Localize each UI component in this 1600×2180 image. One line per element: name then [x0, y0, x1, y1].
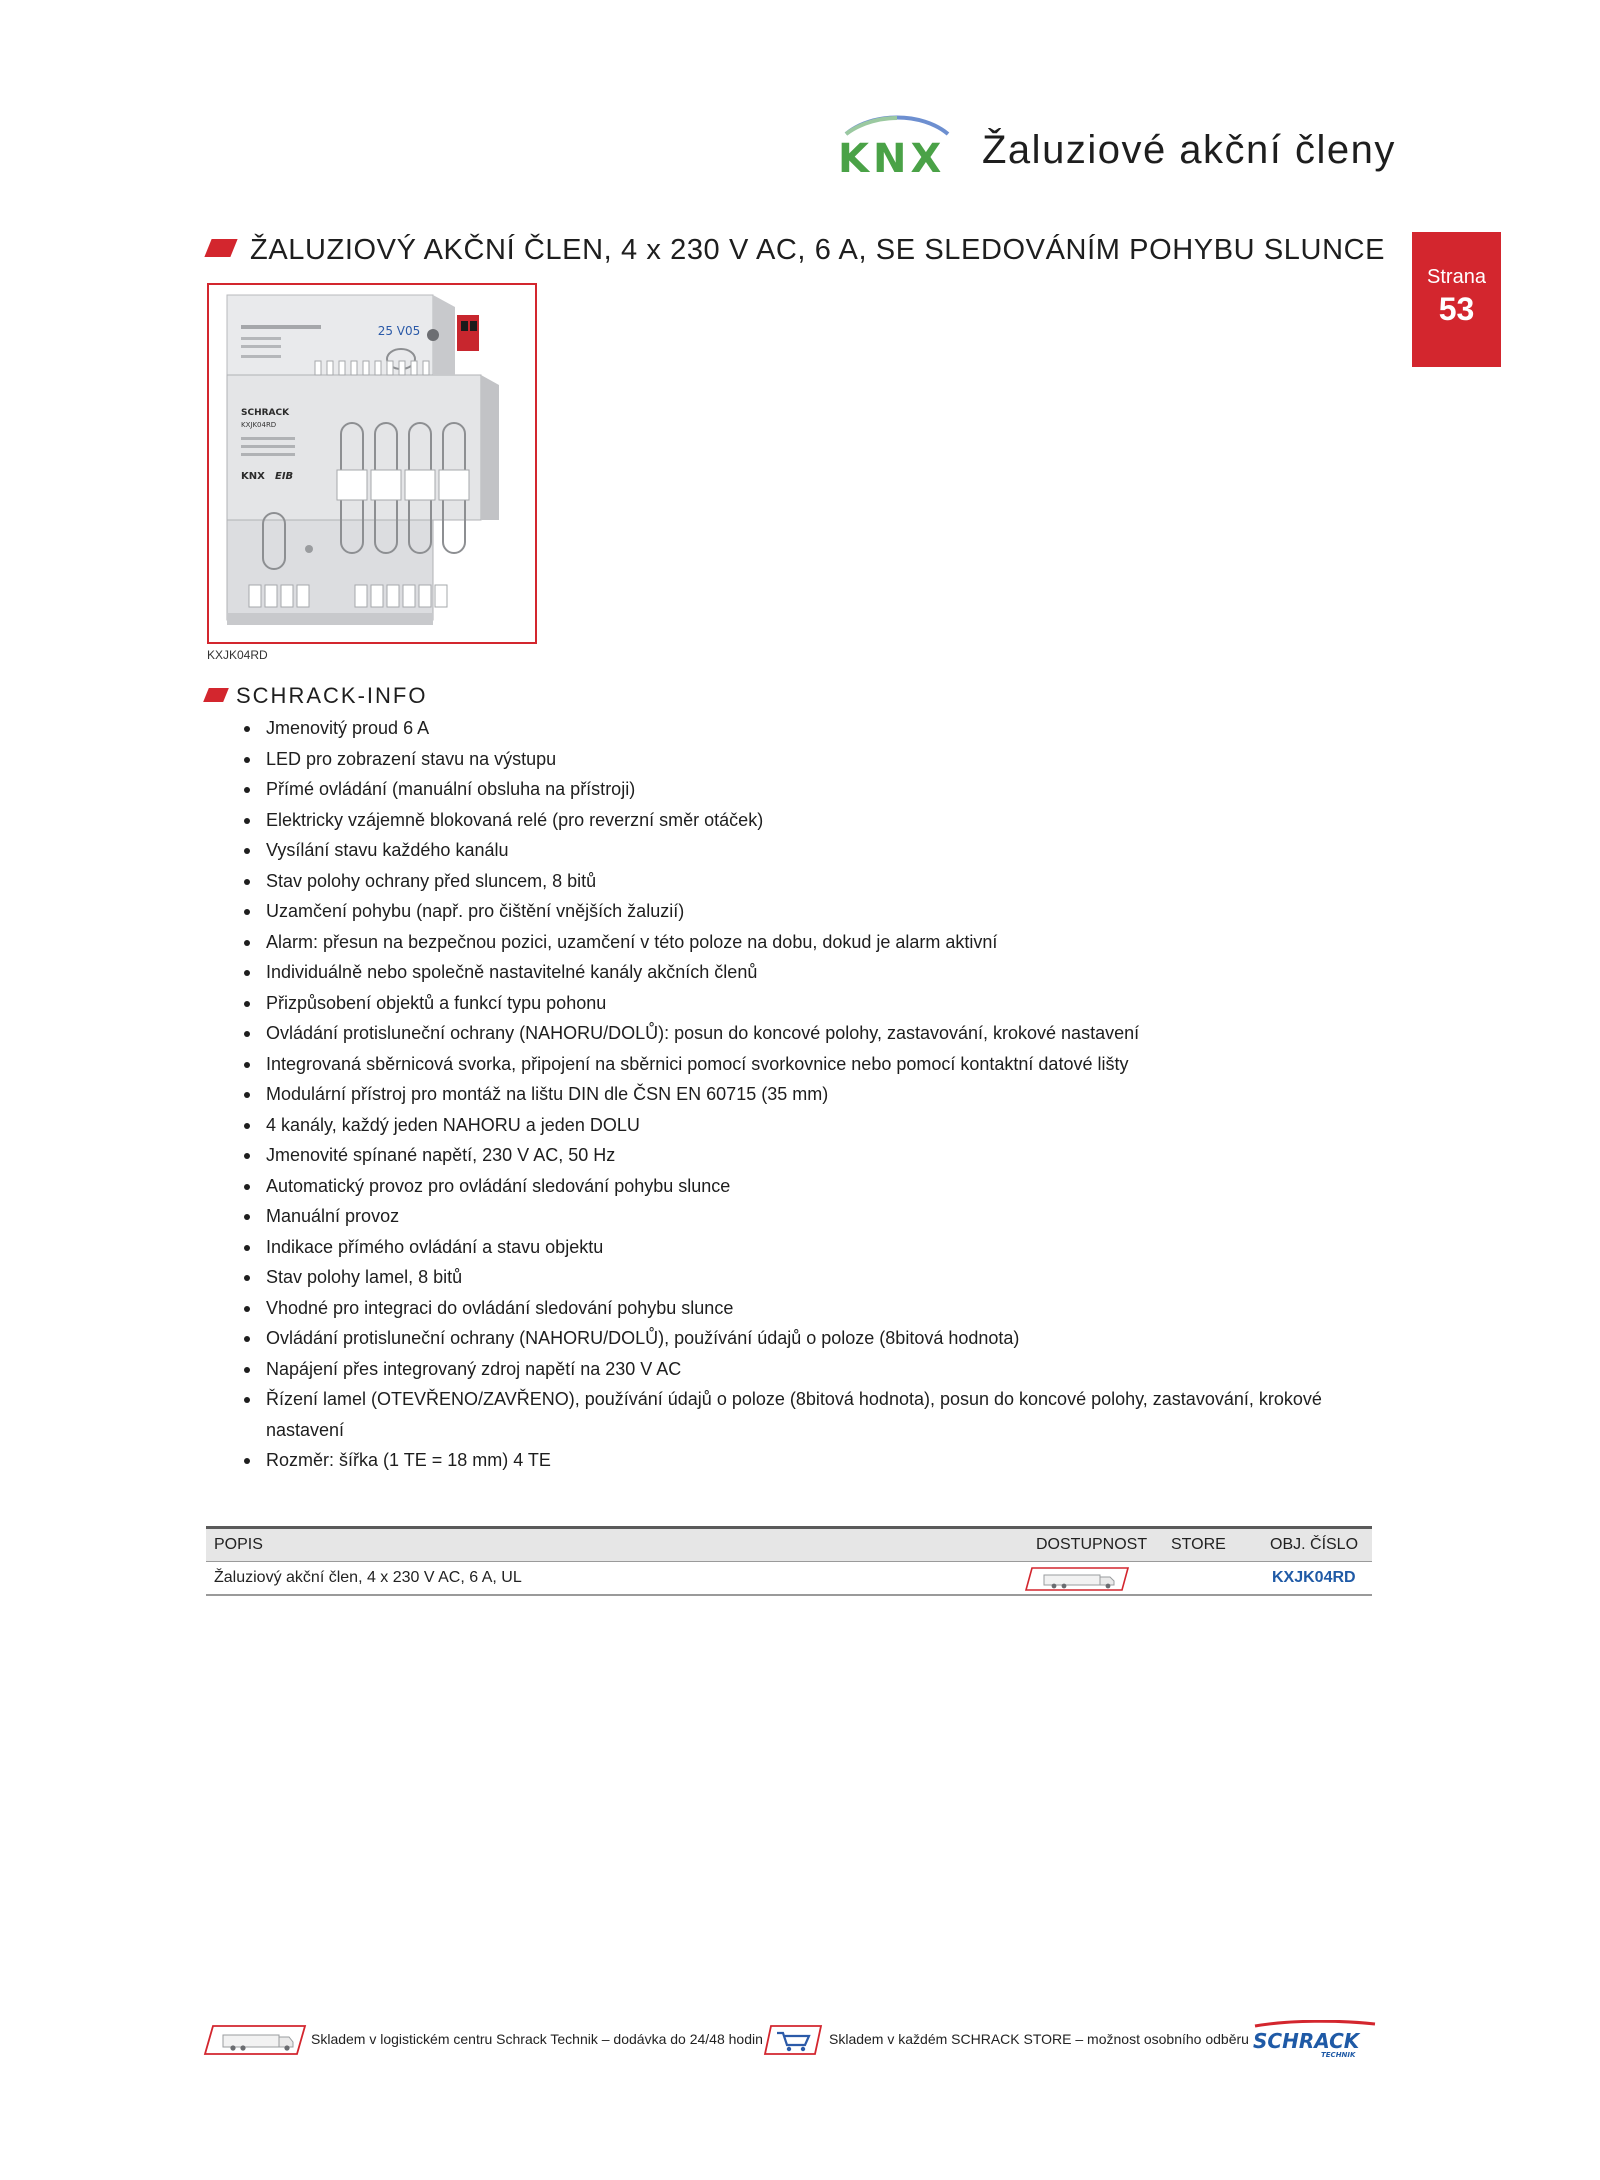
page-footer	[203, 2020, 1378, 2060]
list-item: Individuálně nebo společně nastavitelné kanály akčních členů	[244, 957, 1384, 988]
info-section-heading	[206, 683, 427, 709]
svg-text:SCHRACK: SCHRACK	[1253, 2029, 1360, 2053]
section-marker-icon	[204, 239, 237, 257]
row-description: Žaluziový akční člen, 4 x 230 V AC, 6 A, UL	[214, 1569, 522, 1586]
din-rail-actuator-illustration	[209, 285, 535, 642]
product-title	[208, 234, 1408, 267]
list-item: Elektricky vzájemně blokovaná relé (pro reverzní směr otáček)	[244, 805, 1384, 836]
order-number-link[interactable]: KXJK04RD	[1272, 1569, 1356, 1586]
shopping-cart-icon	[763, 2024, 823, 2056]
footer-truck-text: Skladem v logistickém centru Schrack Technik – dodávka do 24/48 hodin	[311, 2031, 763, 2047]
feature-list	[244, 713, 1384, 1476]
column-header-store: STORE	[1171, 1536, 1226, 1553]
list-item: 4 kanály, každý jeden NAHORU a jeden DOLU	[244, 1110, 1384, 1141]
schrack-technik-logo	[1249, 2020, 1379, 2060]
device-eib-label: EIB	[275, 471, 294, 482]
device-model-label: KXJK04RD	[241, 421, 277, 429]
knx-logo	[832, 110, 962, 180]
truck-icon	[203, 2023, 307, 2057]
list-item: Vhodné pro integraci do ovládání sledování pohybu slunce	[244, 1293, 1384, 1324]
list-item: Indikace přímého ovládání a stavu objektu	[244, 1232, 1384, 1263]
footer-store-text: Skladem v každém SCHRACK STORE – možnost osobního odběru	[829, 2031, 1249, 2047]
device-brand-label: SCHRACK	[241, 408, 290, 418]
product-image	[207, 283, 537, 644]
list-item: Řízení lamel (OTEVŘENO/ZAVŘENO), používání údajů o poloze (8bitová hodnota), posun do koncové polohy, zastavování, krokové nastavení	[244, 1384, 1384, 1445]
list-item: Vysílání stavu každého kanálu	[244, 835, 1384, 866]
svg-text:TECHNIK: TECHNIK	[1321, 2051, 1356, 2059]
device-knx-label: KNX	[241, 471, 265, 482]
list-item: Ovládání protisluneční ochrany (NAHORU/DOLŮ): posun do koncové polohy, zastavování, krokové nastavení	[244, 1018, 1384, 1049]
info-heading-text: SCHRACK-INFO	[236, 683, 428, 708]
column-header-availability: DOSTUPNOST	[1036, 1536, 1148, 1553]
list-item: Manuální provoz	[244, 1201, 1384, 1232]
page-number: 53	[1438, 291, 1475, 327]
product-table	[206, 1526, 1372, 1596]
list-item: Jmenovitý proud 6 A	[244, 713, 1384, 744]
list-item: Ovládání protisluneční ochrany (NAHORU/DOLŮ), používání údajů o poloze (8bitová hodnota)	[244, 1323, 1384, 1354]
page-header	[832, 110, 1396, 180]
list-item: Alarm: přesun na bezpečnou pozici, uzamčení v této poloze na dobu, dokud je alarm aktivní	[244, 927, 1384, 958]
list-item: Automatický provoz pro ovládání sledování pohybu slunce	[244, 1171, 1384, 1202]
table-row	[206, 1561, 1372, 1596]
section-marker-icon	[203, 688, 229, 702]
list-item: Rozměr: šířka (1 TE = 18 mm) 4 TE	[244, 1445, 1384, 1476]
column-header-description: POPIS	[214, 1536, 263, 1553]
svg-text:KNX: KNX	[838, 136, 946, 180]
page-heading: Žaluziové akční členy	[982, 128, 1396, 172]
list-item: LED pro zobrazení stavu na výstupu	[244, 744, 1384, 775]
product-image-caption: KXJK04RD	[207, 648, 268, 662]
list-item: Přímé ovládání (manuální obsluha na přístroji)	[244, 774, 1384, 805]
list-item: Modulární přístroj pro montáž na lištu DIN dle ČSN EN 60715 (35 mm)	[244, 1079, 1384, 1110]
product-title-text: ŽALUZIOVÝ AKČNÍ ČLEN, 4 x 230 V AC, 6 A, SE SLEDOVÁNÍM POHYBU SLUNCE	[250, 234, 1386, 266]
list-item: Jmenovité spínané napětí, 230 V AC, 50 Hz	[244, 1140, 1384, 1171]
list-item: Přizpůsobení objektů a funkcí typu pohonu	[244, 988, 1384, 1019]
list-item: Stav polohy lamel, 8 bitů	[244, 1262, 1384, 1293]
column-header-order-number: OBJ. ČÍSLO	[1270, 1536, 1359, 1553]
list-item: Napájení přes integrovaný zdroj napětí na 230 V AC	[244, 1354, 1384, 1385]
list-item: Uzamčení pohybu (např. pro čištění vnějších žaluzií)	[244, 896, 1384, 927]
device-voltage-label: 25 V05	[377, 324, 421, 338]
list-item: Integrovaná sběrnicová svorka, připojení na sběrnici pomocí svorkovnice nebo pomocí kontaktní datové lišty	[244, 1049, 1384, 1080]
table-header-row	[206, 1526, 1372, 1561]
list-item: Stav polohy ochrany před sluncem, 8 bitů	[244, 866, 1384, 897]
truck-icon	[1024, 1566, 1130, 1592]
page-number-tab	[1412, 232, 1501, 367]
page-tab-label: Strana	[1427, 266, 1486, 288]
